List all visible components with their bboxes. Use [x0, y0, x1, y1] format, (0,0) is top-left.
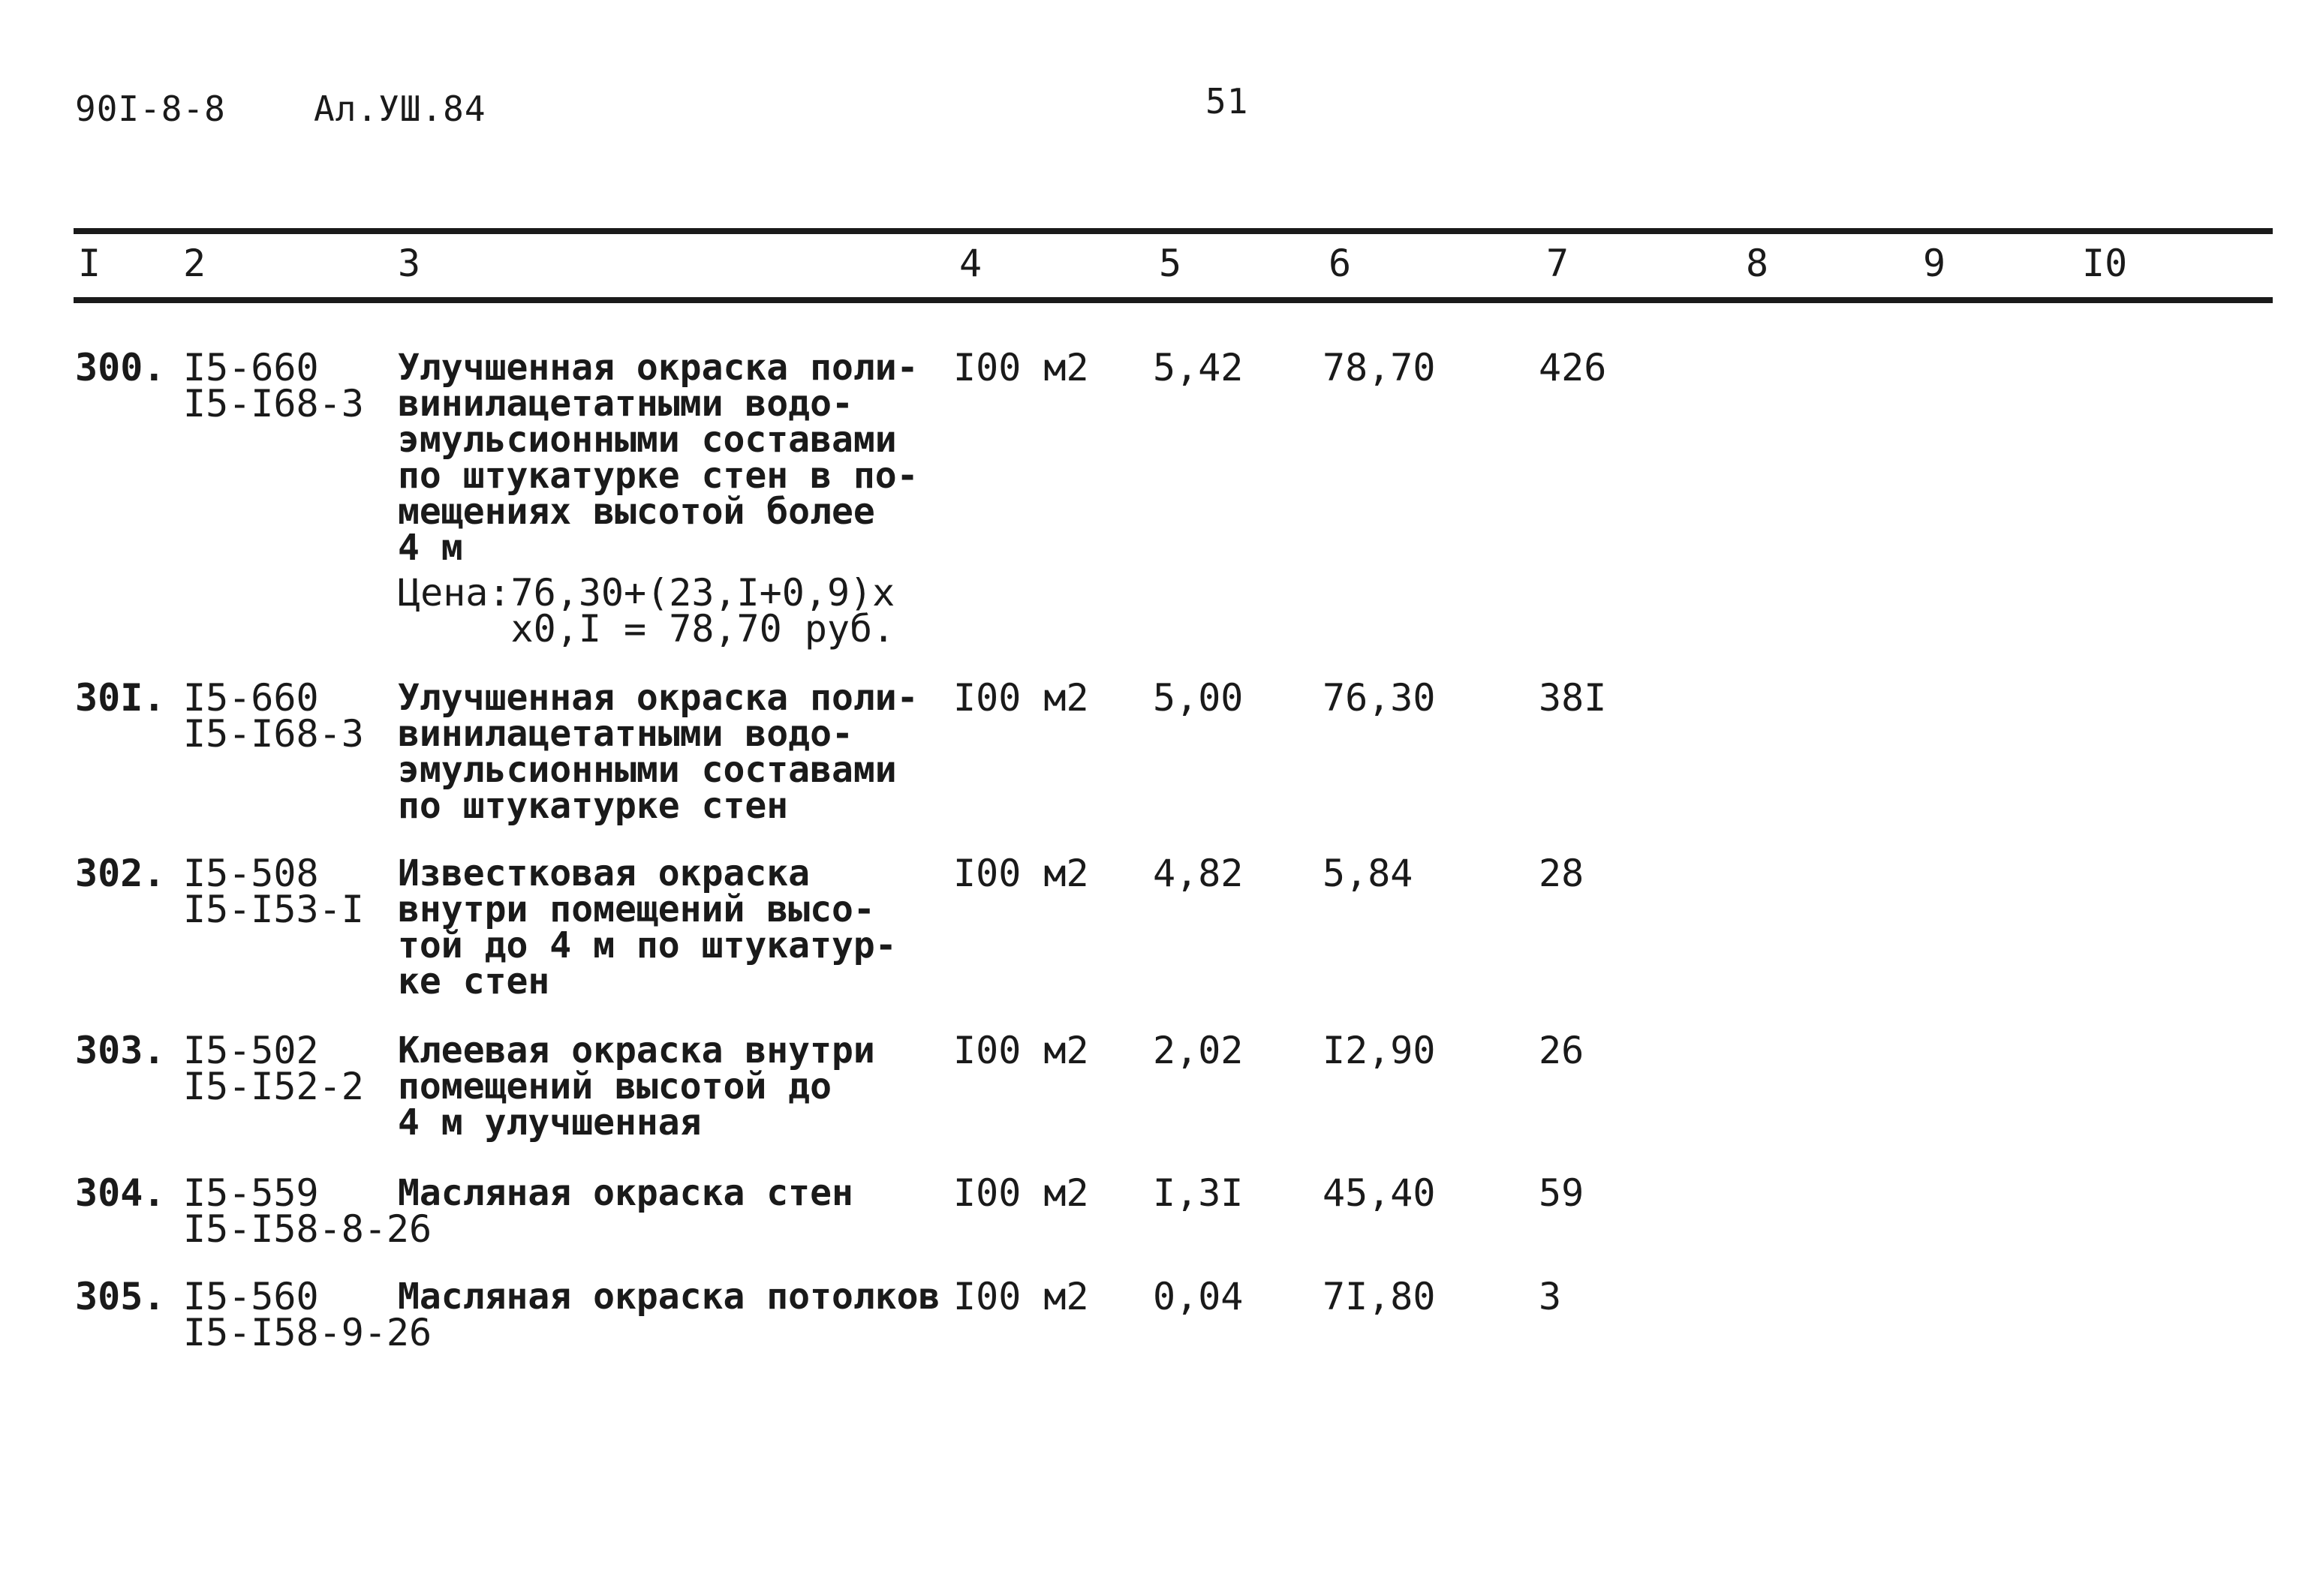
col-header-1: I — [78, 242, 101, 285]
work-description: Клеевая окраска внутри помещений высотой до 4 м улучшенная — [398, 1029, 875, 1144]
total-cost: 426 — [1539, 346, 1607, 389]
unit: I00 м2 — [953, 1029, 1089, 1072]
doc-code: 90I-8-8 — [75, 89, 226, 129]
col-header-5: 5 — [1159, 242, 1182, 285]
work-description: Масляная окраска стен — [398, 1172, 853, 1214]
quantity: 0,04 — [1153, 1275, 1244, 1318]
work-description: Улучшенная окраска поли- винилацетатными водо- эмульсионными составами по штукатурке стен — [398, 677, 919, 827]
quantity: 4,82 — [1153, 852, 1244, 895]
quantity: 2,02 — [1153, 1029, 1244, 1072]
col-header-8: 8 — [1746, 242, 1769, 285]
col-header-2: 2 — [183, 242, 206, 285]
unit: I00 м2 — [953, 676, 1089, 720]
total-cost: 59 — [1539, 1171, 1584, 1215]
table-header-rule — [74, 297, 2273, 303]
norm-codes: I5-502 I5-I52-2 — [183, 1029, 364, 1108]
col-header-10: I0 — [2082, 242, 2128, 285]
row-number: 300. — [75, 346, 166, 389]
norm-codes: I5-559 I5-I58-8-26 — [183, 1171, 432, 1251]
work-description: Улучшенная окраска поли- винилацетатными водо- эмульсионными составами по штукатурке стен в по- мещениях высотой более 4 м — [398, 347, 919, 569]
col-header-6: 6 — [1329, 242, 1352, 285]
unit-price: 78,70 — [1323, 346, 1436, 389]
total-cost: 28 — [1539, 852, 1584, 895]
page-number: 51 — [1205, 81, 1249, 122]
col-header-7: 7 — [1546, 242, 1569, 285]
row-number: 305. — [75, 1275, 166, 1318]
unit: I00 м2 — [953, 346, 1089, 389]
col-header-9: 9 — [1923, 242, 1946, 285]
album-code: Ал.УШ.84 — [314, 89, 486, 129]
quantity: 5,42 — [1153, 346, 1244, 389]
quantity: 5,00 — [1153, 676, 1244, 720]
unit-price: 5,84 — [1323, 852, 1413, 895]
row-number: 304. — [75, 1171, 166, 1215]
unit-price: I2,90 — [1323, 1029, 1436, 1072]
unit-price: 7I,80 — [1323, 1275, 1436, 1318]
work-description: Масляная окраска потолков — [398, 1276, 940, 1318]
norm-codes: I5-508 I5-I53-I — [183, 852, 364, 931]
col-header-3: 3 — [398, 242, 421, 285]
unit: I00 м2 — [953, 1171, 1089, 1215]
work-description: Известковая окраска внутри помещений высо- той до 4 м по штукатур- ке стен — [398, 852, 897, 1002]
row-number: 30I. — [75, 676, 166, 720]
unit: I00 м2 — [953, 852, 1089, 895]
norm-codes: I5-560 I5-I58-9-26 — [183, 1275, 432, 1354]
row-number: 302. — [75, 852, 166, 895]
unit: I00 м2 — [953, 1275, 1089, 1318]
total-cost: 3 — [1539, 1275, 1562, 1318]
norm-codes: I5-660 I5-I68-3 — [183, 676, 364, 756]
table-top-rule — [74, 228, 2273, 234]
total-cost: 38I — [1539, 676, 1607, 720]
norm-codes: I5-660 I5-I68-3 — [183, 346, 364, 425]
total-cost: 26 — [1539, 1029, 1584, 1072]
quantity: I,3I — [1153, 1171, 1244, 1215]
row-number: 303. — [75, 1029, 166, 1072]
price-calculation-note: Цена:76,30+(23,I+0,9)x x0,I = 78,70 руб. — [398, 571, 895, 651]
col-header-4: 4 — [959, 242, 982, 285]
unit-price: 45,40 — [1323, 1171, 1436, 1215]
unit-price: 76,30 — [1323, 676, 1436, 720]
